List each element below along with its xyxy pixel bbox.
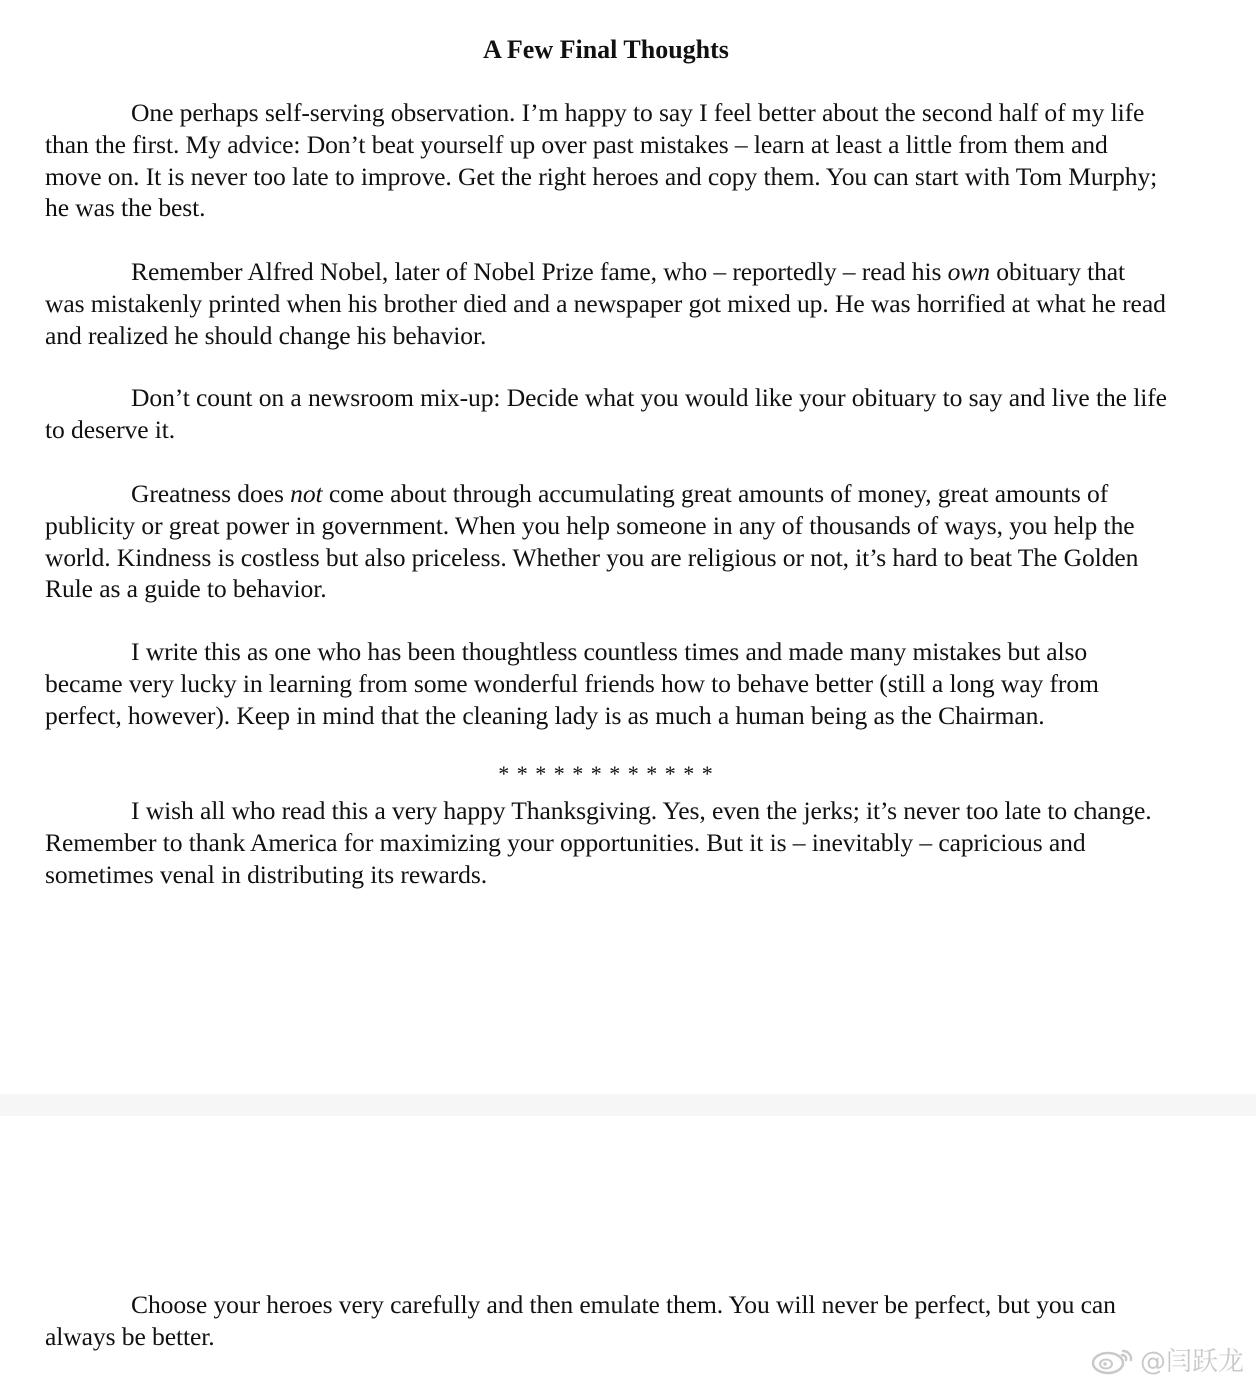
weibo-icon bbox=[1090, 1345, 1136, 1375]
paragraph-greatness: Greatness does not come about through accumulating great amounts of money, great amounts of publicity or great power in government. When you help someone in any of thousands of ways, you help the world. Kindness is costless but also priceless. Whether you are religious or not, it’s hard to beat The Golden Rule as a guide to behavior. bbox=[45, 479, 1139, 604]
emphasis-own: own bbox=[947, 257, 990, 286]
watermark-text: @闫跃龙 bbox=[1139, 1347, 1244, 1377]
watermark bbox=[1090, 1341, 1244, 1378]
page-break bbox=[0, 1094, 1256, 1116]
paragraph-nobel: Remember Alfred Nobel, later of Nobel Prize fame, who – reportedly – read his own obituary that was mistakenly printed when his brother died and a newspaper got mixed up. He was horrified at what he read and realized he should change his behavior. bbox=[45, 257, 1166, 350]
paragraph-heroes: Choose your heroes very carefully and then emulate them. You will never be perfect, but you can always be better. bbox=[45, 1290, 1116, 1351]
paragraph-advice: One perhaps self-serving observation. I’m happy to say I feel better about the second half of my life than the first. My advice: Don’t beat yourself up over past mistakes – learn at least a little from them and move on. It is never too late to improve. Get the right heroes and copy them. You can start with Tom Murphy; he was the best. bbox=[45, 98, 1158, 223]
document-title: A Few Final Thoughts bbox=[483, 35, 729, 64]
section-separator: * * * * * * * * * * * * bbox=[498, 761, 714, 786]
paragraph-thanksgiving: I wish all who read this a very happy Thanksgiving. Yes, even the jerks; it’s never too late to change. Remember to thank America for maximizing your opportunities. But it is – inevitably – capricious and sometimes venal in distributing its rewards. bbox=[45, 796, 1152, 889]
paragraph-mistakes: I write this as one who has been thoughtless countless times and made many mistakes but also became very lucky in learning from some wonderful friends how to behave better (still a long way from perfect, however). Keep in mind that the cleaning lady is as much a human being as the Chairman. bbox=[45, 637, 1099, 730]
paragraph-obituary: Don’t count on a newsroom mix-up: Decide what you would like your obituary to say and live the life to deserve it. bbox=[45, 383, 1167, 444]
document-page-2 bbox=[0, 1116, 1256, 1390]
emphasis-not: not bbox=[290, 479, 323, 508]
